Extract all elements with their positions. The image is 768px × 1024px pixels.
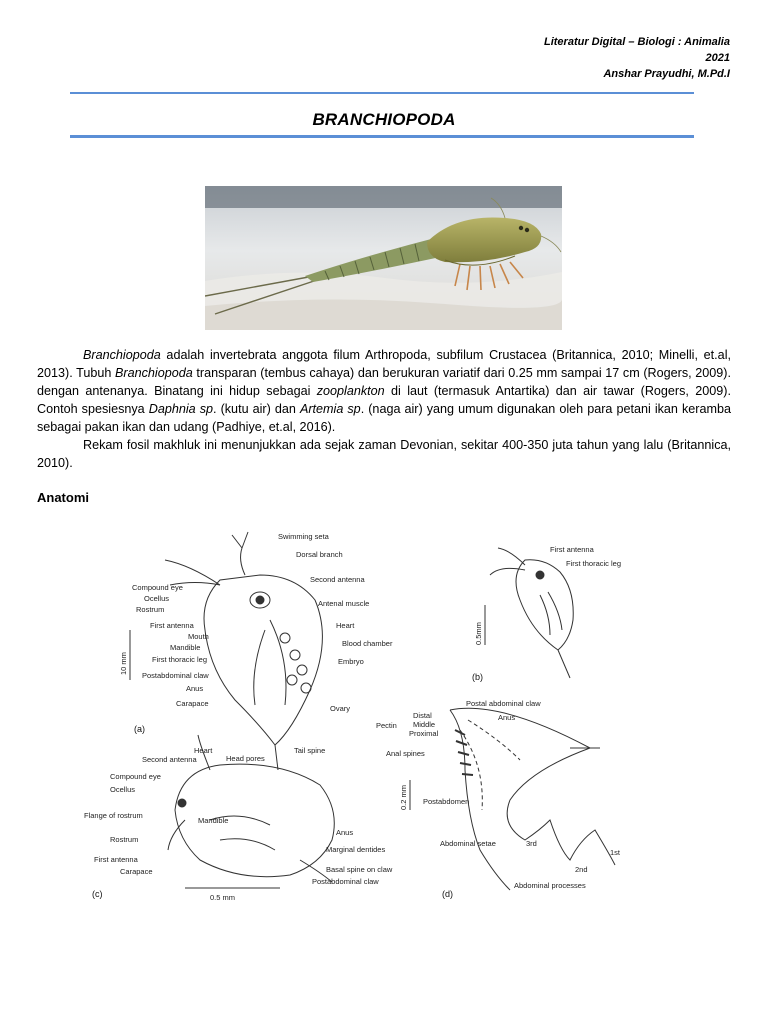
label-postabdominal-claw: Postabdominal claw xyxy=(142,671,209,680)
label-anus: Anus xyxy=(186,684,204,693)
scale-c: 0.5 mm xyxy=(210,893,236,902)
label-first-thoracic-leg: First thoracic leg xyxy=(152,655,208,664)
label-d-pectin: Pectin xyxy=(376,721,397,730)
label-b-first-antenna: First antenna xyxy=(550,545,594,554)
paragraph-2: Rekam fosil makhluk ini menunjukkan ada sejak zaman Devonian, sekitar 400-350 juta tahun yang lalu (Britannica, 2010). xyxy=(37,438,731,470)
top-divider xyxy=(70,92,694,94)
term-zooplankton: zooplankton xyxy=(316,384,385,398)
label-mouth: Mouth xyxy=(188,632,209,641)
label-d-anus: Anus xyxy=(498,713,516,722)
panel-c-tag: (c) xyxy=(92,889,103,899)
scale-a: 10 mm xyxy=(119,652,128,675)
label-d-abdominal-setae-1: Abdominal setae xyxy=(440,839,496,848)
label-ovary: Ovary xyxy=(330,704,351,713)
label-c-flange-of-rostrum: Flange of rostrum xyxy=(84,811,143,820)
panel-a-tag: (a) xyxy=(134,724,145,734)
paragraph-1 xyxy=(37,346,731,436)
label-d-postabdomen: Postabdomen xyxy=(423,797,470,806)
text-span: transparan (tembus cahaya) dan berukuran variatif dari 0.25 mm sampai 17 cm (Rogers, 2009). dengan antenanya. Binatang ini hidup sebagai xyxy=(37,366,731,398)
label-d-3rd: 3rd xyxy=(526,839,537,848)
label-d-1st: 1st xyxy=(610,848,621,857)
label-antenal-muscle: Antenal muscle xyxy=(318,599,370,608)
label-d-postal-abdominal-claw: Postal abdominal claw xyxy=(466,699,541,708)
anatomy-figure xyxy=(70,520,630,910)
species-term: Branchiopoda xyxy=(115,366,193,380)
text-span: di laut (termasuk Antartika) dan air tawar (Rogers, 2009). Contoh spesiesnya xyxy=(37,384,731,416)
body-text xyxy=(37,346,731,472)
daphnia-drawing-b xyxy=(485,548,573,678)
panel-d-tag: (d) xyxy=(442,889,453,899)
scale-b: 0.5mm xyxy=(474,622,483,645)
header-author: Anshar Prayudhi, M.Pd.I xyxy=(603,68,730,80)
label-blood-chamber: Blood chamber xyxy=(342,639,393,648)
label-tail-spine: Tail spine xyxy=(294,746,326,755)
label-carapace: Carapace xyxy=(176,699,209,708)
label-d-middle: Middle xyxy=(413,720,436,729)
label-d-abdominal-processes: Abdominal processes xyxy=(514,881,586,890)
text-span: . (kutu air) dan xyxy=(213,402,300,416)
label-c-compound-eye: Compound eye xyxy=(110,772,161,781)
label-compound-eye: Compound eye xyxy=(132,583,183,592)
label-c-postabdominal-claw: Postabdominal claw xyxy=(312,877,379,886)
section-heading-anatomi: Anatomi xyxy=(37,490,89,505)
header-subject: Literatur Digital – Biologi : Animalia xyxy=(543,36,730,48)
text-span: adalah invertebrata anggota filum Arthropoda, subfilum Crustacea (Britannica, 2010; Minelli, et.al, 2013). Tubuh xyxy=(37,348,731,380)
label-d-distal: Distal xyxy=(413,711,432,720)
label-ocellus: Ocellus xyxy=(144,594,170,603)
label-b-first-thoracic-leg: First thoracic leg xyxy=(566,559,622,568)
species-term: Branchiopoda xyxy=(83,348,161,362)
label-c-basal-spine: Basal spine on claw xyxy=(326,865,393,874)
header-year: 2021 xyxy=(705,52,730,64)
label-embryo: Embryo xyxy=(338,657,364,666)
label-rostrum: Rostrum xyxy=(136,605,165,614)
scale-d: 0.2 mm xyxy=(399,784,408,810)
label-mandible: Mandible xyxy=(170,643,201,652)
label-first-antenna: First antenna xyxy=(150,621,194,630)
label-swimming-seta: Swimming seta xyxy=(278,532,329,541)
label-c-first-antenna: First antenna xyxy=(94,855,138,864)
label-c-rostrum: Rostrum xyxy=(110,835,139,844)
label-c-ocellus: Ocellus xyxy=(110,785,136,794)
bottom-divider xyxy=(70,135,694,138)
label-c-mandible: Mandible xyxy=(198,816,229,825)
label-c-second-antenna: Second antenna xyxy=(142,755,197,764)
label-c-carapace: Carapace xyxy=(120,867,153,876)
species-daphnia: Daphnia sp xyxy=(148,402,214,416)
label-c-head-pores: Head pores xyxy=(226,754,265,763)
label-c-anus: Anus xyxy=(336,828,354,837)
label-d-2nd: 2nd xyxy=(575,865,588,874)
label-heart: Heart xyxy=(336,621,355,630)
header-meta xyxy=(544,34,730,82)
text-span: . (naga air) yang umum digunakan oleh para petani ikan keramba sebagai pakan ikan dan udang (Padhiye, et.al, 2016). xyxy=(37,402,731,434)
label-c-heart: Heart xyxy=(194,746,213,755)
label-d-anal-spines: Anal spines xyxy=(386,749,425,758)
panel-b-tag: (b) xyxy=(472,672,483,682)
daphnia-drawing-a xyxy=(130,532,322,770)
label-d-proximal: Proximal xyxy=(409,729,439,738)
species-artemia: Artemia sp xyxy=(299,402,361,416)
label-c-marginal-dentides: Marginal dentides xyxy=(326,845,386,854)
label-dorsal-branch: Dorsal branch xyxy=(296,550,343,559)
page-title: BRANCHIOPODA xyxy=(312,110,456,129)
triops-photo xyxy=(205,186,562,330)
label-second-antenna: Second antenna xyxy=(310,575,365,584)
